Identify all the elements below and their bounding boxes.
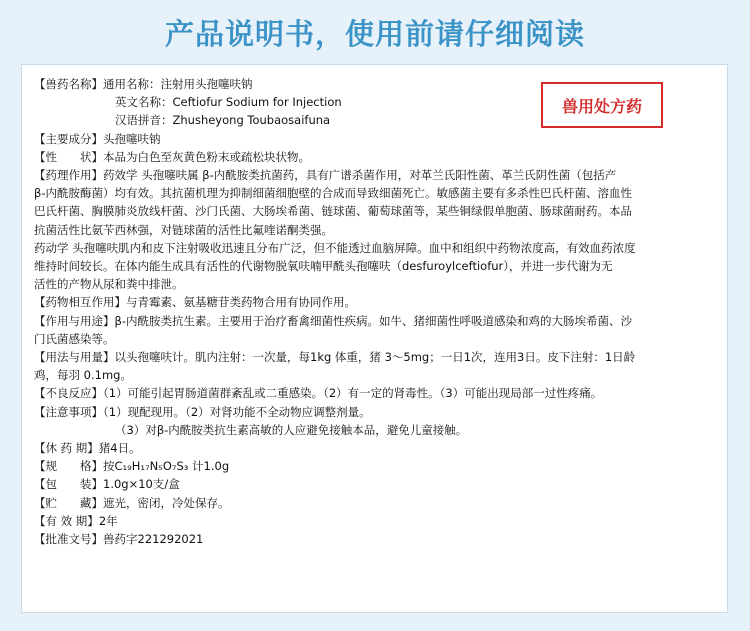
ingredient-label: 【主要成分】 [34,131,103,146]
page-title: 产品说明书，使用前请仔细阅读 [164,17,585,51]
ingredient-line [34,130,724,148]
withdrawal-text: 猪4日。 [98,441,141,456]
dosage-label: 【用法与用量】 [34,350,115,365]
approval-line [34,530,724,548]
name-english-line [34,93,724,111]
validity-label: 【有 效 期】 [34,513,99,528]
validity-line [34,512,724,530]
dosage-line-1 [34,348,724,366]
pharmacology-line-4: 抗菌活性比氨苄西林强，对链球菌的活性比氟喹诺酮类强。 [34,222,333,237]
pharmacology-label: 【药理作用】 [34,168,103,183]
appearance-text: 本品为白色至灰黄色粉末或疏松块状物。 [103,149,310,164]
instruction-panel [21,64,728,613]
storage-text: 遮光，密闭，冷处保存。 [103,495,230,510]
caution-label: 【注意事项】 [34,404,103,419]
adverse-label: 【不良反应】 [34,386,103,401]
pharmacology-line-1 [34,166,724,184]
ingredient-text: 头孢噻呋钠 [103,131,161,146]
interaction-line [34,293,724,311]
appearance-line [34,148,724,166]
generic-name: 通用名称：注射用头孢噻呋钠 [103,77,253,91]
pharmacology-line-7: 活性的产物从尿和粪中排泄。 [34,277,184,292]
adverse-text: （1）可能引起胃肠道菌群紊乱或二重感染。（2）有一定的肾毒性。（3）可能出现局部一过性疼痛。 [103,386,603,401]
pharmacology-text: 药效学 头孢噻呋属 β-内酰胺类抗菌药，具有广谱杀菌作用，对革兰氏阳性菌、革兰氏阴性菌（包括产 [103,168,617,183]
indication-text: β-内酰胺类抗生素。主要用于治疗畜禽细菌性疾病。如牛、猪细菌性呼吸道感染和鸡的大肠埃希菌、沙 [114,313,632,328]
package-line [34,475,724,493]
dosage-text: 以头孢噻呋计。肌内注射：一次量，每1kg 体重，猪 3～5mg；一日1次，连用3日。皮下注射：1日龄 [114,350,636,365]
spec-line [34,457,724,475]
prescription-badge: 兽用处方药 [541,82,663,128]
adverse-line [34,384,724,402]
indication-label: 【作用与用途】 [34,313,115,328]
withdrawal-label: 【休 药 期】 [34,441,99,456]
package-label: 【包 装】 [34,477,103,492]
appearance-label: 【性 状】 [34,149,103,164]
interaction-text: 与青霉素、氨基糖苷类药物合用有协同作用。 [126,295,356,310]
english-name: 英文名称：Ceftiofur Sodium for Injection [115,95,342,110]
package-text: 1.0g×10支/盒 [103,477,180,492]
storage-label: 【贮 藏】 [34,495,103,510]
approval-text: 兽药字221292021 [103,532,204,547]
withdrawal-line [34,439,724,457]
pharmacology-line-3: 巴氏杆菌、胸膜肺炎放线杆菌、沙门氏菌、大肠埃希菌、链球菌、葡萄球菌等，某些铜绿假单胞菌、肠球菌耐药。本品 [34,204,632,219]
indication-line-2: 门氏菌感染等。 [34,331,115,346]
instruction-content [34,75,724,548]
name-generic-line [34,75,724,93]
name-label: 【兽药名称】 [34,77,103,91]
storage-line [34,494,724,512]
indication-line-1 [34,312,724,330]
approval-label: 【批准文号】 [34,532,103,547]
caution-line-1 [34,403,724,421]
caution-line-2: （3）对β-内酰胺类抗生素高敏的人应避免接触本品，避免儿童接触。 [115,422,468,437]
pharmacology-line-5: 药动学 头孢噻呋肌内和皮下注射吸收迅速且分布广泛，但不能透过血脑屏障。血中和组织中药物浓度高，有效血药浓度 [34,240,636,255]
spec-text: 按C₁₉H₁₇N₅O₇S₃ 计1.0g [103,459,230,474]
interaction-label: 【药物相互作用】 [34,295,126,310]
dosage-line-2: 鸡，每羽 0.1mg。 [34,368,132,383]
pharmacology-line-2: β-内酰胺酶菌）均有效。其抗菌机理为抑制细菌细胞壁的合成而导致细菌死亡。敏感菌主要有多杀性巴氏杆菌、溶血性 [34,186,632,201]
pharmacology-line-6: 维持时间较长。在体内能生成具有活性的代谢物脱氧呋喃甲酰头孢噻呋（desfuroylceftiofur），并进一步代谢为无 [34,259,613,274]
name-pinyin-line [34,111,724,129]
caution-text: （1）现配现用。（2）对肾功能不全动物应调整剂量。 [103,404,371,419]
spec-label: 【规 格】 [34,459,103,474]
pinyin-name: 汉语拼音：Zhusheyong Toubaosaifuna [115,113,331,128]
validity-text: 2年 [98,513,118,528]
